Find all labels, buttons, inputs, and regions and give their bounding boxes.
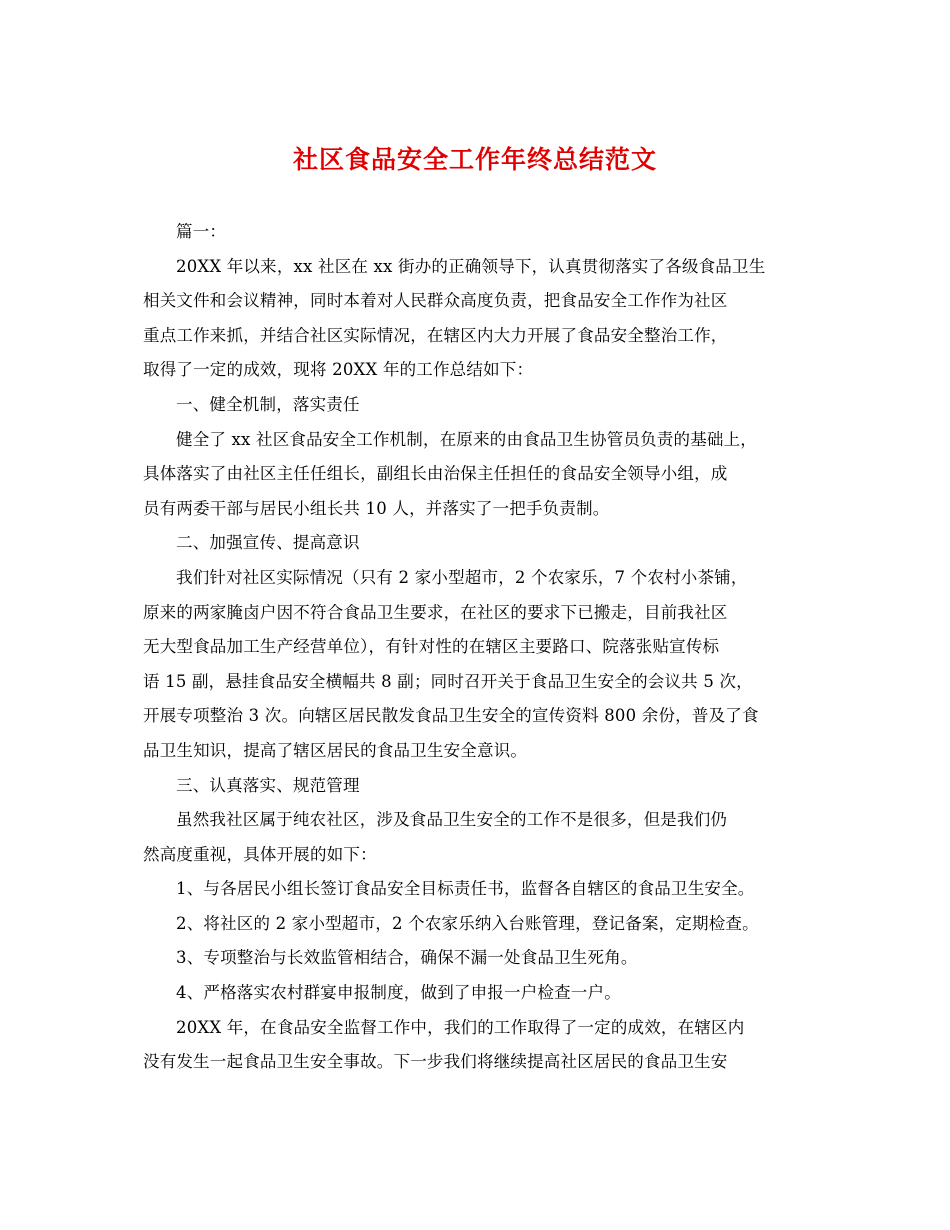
list-item: 1、与各居民小组长签订食品安全目标责任书，监督各自辖区的食品卫生安全。 bbox=[176, 879, 755, 899]
paragraph-line: 员有两委干部与居民小组长共 10 人，并落实了一把手负责制。 bbox=[143, 498, 610, 518]
paragraph-line: 开展专项整治 3 次。向辖区居民散发食品卫生安全的宣传资料 800 余份，普及了食 bbox=[143, 706, 759, 726]
paragraph-line: 虽然我社区属于纯农社区，涉及食品卫生安全的工作不是很多，但是我们仍 bbox=[176, 810, 728, 830]
section-label: 篇一： bbox=[176, 222, 227, 241]
paragraph-line: 语 15 副，悬挂食品安全横幅共 8 副；同时召开关于食品卫生安全的会议共 5 次， bbox=[143, 671, 753, 691]
list-item: 3、专项整治与长效监管相结合，确保不漏一处食品卫生死角。 bbox=[176, 948, 638, 968]
list-item: 2、将社区的 2 家小型超市，2 个农家乐纳入台账管理，登记备案，定期检查。 bbox=[176, 913, 759, 933]
paragraph-line: 20XX 年以来，xx 社区在 xx 街办的正确领导下，认真贯彻落实了各级食品卫生 bbox=[176, 256, 766, 276]
paragraph-line: 然高度重视，具体开展的如下： bbox=[143, 844, 377, 864]
list-item: 4、严格落实农村群宴申报制度，做到了申报一户检查一户。 bbox=[176, 983, 621, 1003]
paragraph-line: 相关文件和会议精神，同时本着对人民群众高度负责，把食品安全工作作为社区 bbox=[143, 291, 728, 311]
paragraph-line: 原来的两家腌卤户因不符合食品卫生要求，在社区的要求下已搬走，目前我社区 bbox=[143, 602, 728, 622]
document-body bbox=[143, 215, 815, 1080]
section-heading: 三、认真落实、规范管理 bbox=[176, 775, 360, 795]
document-title: 社区食品安全工作年终总结范文 bbox=[292, 145, 657, 174]
paragraph-line: 取得了一定的成效，现将 20XX 年的工作总结如下： bbox=[143, 360, 534, 380]
paragraph-line: 无大型食品加工生产经营单位），有针对性的在辖区主要路口、院落张贴宣传标 bbox=[143, 637, 720, 657]
section-heading: 一、健全机制，落实责任 bbox=[176, 394, 360, 414]
paragraph-line: 重点工作来抓，并结合社区实际情况，在辖区内大力开展了食品安全整治工作， bbox=[143, 325, 728, 345]
paragraph-line: 健全了 xx 社区食品安全工作机制，在原来的由食品卫生协管员负责的基础上， bbox=[176, 429, 758, 449]
section-heading: 二、加强宣传、提高意识 bbox=[176, 533, 360, 553]
paragraph-line: 品卫生知识，提高了辖区居民的食品卫生安全意识。 bbox=[143, 740, 528, 760]
paragraph-line: 具体落实了由社区主任任组长，副组长由治保主任担任的食品安全领导小组，成 bbox=[143, 464, 728, 484]
paragraph-line: 20XX 年，在食品安全监督工作中，我们的工作取得了一定的成效，在辖区内 bbox=[176, 1017, 745, 1037]
paragraph-line: 没有发生一起食品卫生安全事故。下一步我们将继续提高社区居民的食品卫生安 bbox=[143, 1052, 728, 1072]
paragraph-line: 我们针对社区实际情况（只有 2 家小型超市，2 个农家乐，7 个农村小茶铺， bbox=[176, 567, 748, 587]
